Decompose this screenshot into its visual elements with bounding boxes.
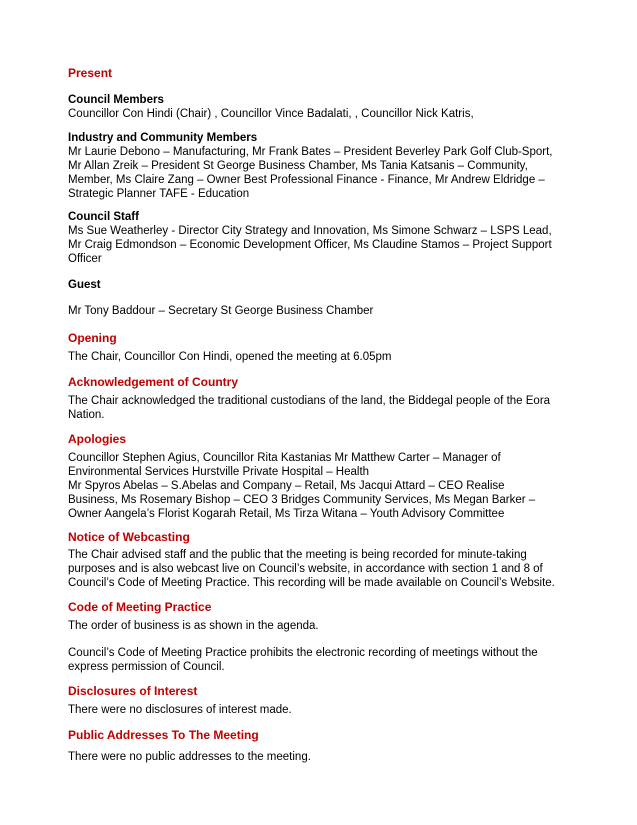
- council-staff-line: Ms Sue Weatherley - Director City Strategy and Innovation, Ms Simone Schwarz – LSPS Lead,: [68, 225, 552, 237]
- webcasting-line: Council’s Code of Meeting Practice. This recording will be made available on Council’s Website.: [68, 577, 555, 589]
- guest-text: Mr Tony Baddour – Secretary St George Business Chamber: [68, 305, 374, 317]
- industry-members-line: Mr Laurie Debono – Manufacturing, Mr Frank Bates – President Beverley Park Golf Club-Sport,: [68, 146, 553, 158]
- council-staff-section: [68, 210, 568, 266]
- code-of-practice-section: [68, 600, 568, 614]
- industry-members-line: Member, Ms Claire Zang – Owner Best Professional Finance - Finance, Mr Andrew Eldridge –: [68, 174, 545, 186]
- public-addresses-section: [68, 728, 568, 742]
- apologies-line: Environmental Services Hurstville Private Hospital – Health: [68, 466, 370, 478]
- code-of-practice-line: Council’s Code of Meeting Practice prohibits the electronic recording of meetings without the: [68, 647, 538, 659]
- disclosures-heading: Disclosures of Interest: [68, 684, 198, 698]
- public-addresses-heading: Public Addresses To The Meeting: [68, 728, 259, 742]
- council-members-section: [68, 93, 568, 121]
- apologies-section: [68, 432, 568, 446]
- opening-text: The Chair, Councillor Con Hindi, opened the meeting at 6.05pm: [68, 351, 392, 363]
- acknowledgement-section: [68, 375, 568, 389]
- webcasting-section: [68, 530, 568, 544]
- public-addresses-text: There were no public addresses to the meeting.: [68, 751, 311, 763]
- council-staff-title: Council Staff: [68, 211, 139, 223]
- council-staff-line: Officer: [68, 253, 102, 265]
- acknowledgement-line: The Chair acknowledged the traditional custodians of the land, the Biddegal people of the Eora: [68, 395, 551, 407]
- council-members-text: Councillor Con Hindi (Chair) , Councillor Vince Badalati, , Councillor Nick Katris,: [68, 108, 474, 120]
- webcasting-heading: Notice of Webcasting: [68, 530, 190, 544]
- guest-section: [68, 278, 568, 292]
- apologies-heading: Apologies: [68, 432, 127, 446]
- acknowledgement-heading: Acknowledgement of Country: [68, 375, 239, 389]
- industry-members-title: Industry and Community Members: [68, 132, 258, 144]
- apologies-line: Councillor Stephen Agius, Councillor Rita Kastanias Mr Matthew Carter – Manager of: [68, 452, 501, 464]
- apologies-line: Owner Aangela’s Florist Kogarah Retail, Ms Tirza Witana – Youth Advisory Committee: [68, 508, 505, 520]
- council-staff-line: Mr Craig Edmondson – Economic Development Officer, Ms Claudine Stamos – Project Support: [68, 239, 552, 251]
- industry-members-line: Mr Allan Zreik – President St George Business Chamber, Ms Tania Katsanis – Community,: [68, 160, 528, 172]
- code-of-practice-heading: Code of Meeting Practice: [68, 600, 212, 614]
- webcasting-line: purposes and is also webcast live on Council’s website, in accordance with section 1 and 8 of: [68, 563, 543, 575]
- industry-members-section: [68, 131, 568, 201]
- council-members-title: Council Members: [68, 94, 164, 106]
- code-of-practice-text: The order of business is as shown in the agenda.: [68, 620, 319, 632]
- apologies-line: Mr Spyros Abelas – S.Abelas and Company – Retail, Ms Jacqui Attard – CEO Realise: [68, 480, 505, 492]
- present-heading: Present: [68, 66, 113, 80]
- webcasting-line: The Chair advised staff and the public that the meeting is being recorded for minute-taking: [68, 549, 527, 561]
- industry-members-line: Strategic Planner TAFE - Education: [68, 188, 250, 200]
- acknowledgement-line: Nation.: [68, 409, 105, 421]
- disclosures-section: [68, 684, 568, 698]
- opening-section: [68, 331, 568, 345]
- opening-heading: Opening: [68, 331, 117, 345]
- guest-title: Guest: [68, 279, 101, 291]
- code-of-practice-line: express permission of Council.: [68, 661, 225, 673]
- apologies-line: Business, Ms Rosemary Bishop – CEO 3 Bridges Community Services, Ms Megan Barker –: [68, 494, 536, 506]
- disclosures-text: There were no disclosures of interest made.: [68, 704, 292, 716]
